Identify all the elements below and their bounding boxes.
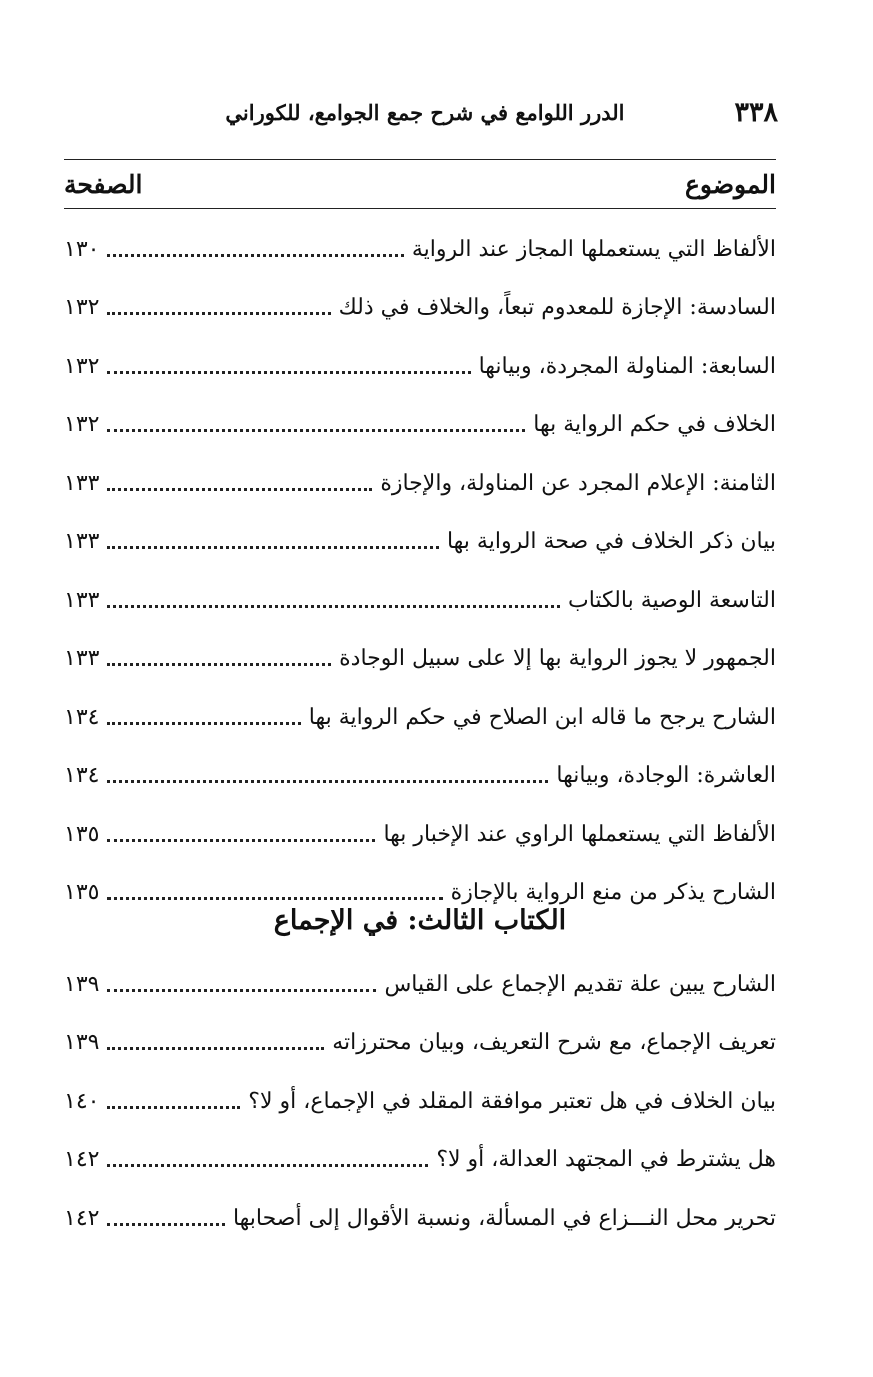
dot-leader — [107, 663, 331, 666]
toc-entry-title: التاسعة الوصية بالكتاب — [567, 587, 776, 613]
toc-entry-title: الجمهور لا يجوز الرواية بها إلا على سبيل الوجادة — [339, 646, 776, 672]
toc-entry-title: تحرير محل النـــزاع في المسألة، ونسبة الأقوال إلى أصحابها — [232, 1205, 776, 1231]
toc-entry-title: العاشرة: الوجادة، وبيانها — [556, 763, 776, 789]
toc-entry-page: ١٤٢ — [64, 1205, 100, 1231]
dot-leader — [107, 605, 560, 608]
toc-entry — [64, 337, 776, 396]
toc-entry — [64, 805, 776, 864]
toc-entry-page: ١٣٥ — [64, 821, 100, 847]
column-header — [64, 162, 776, 206]
toc-entry — [64, 955, 776, 1014]
dot-leader — [107, 429, 525, 432]
toc-entry — [64, 571, 776, 630]
dot-leader — [107, 989, 376, 992]
dot-leader — [107, 546, 439, 549]
toc-entry — [64, 1072, 776, 1131]
dot-leader — [107, 780, 548, 783]
dot-leader — [107, 1047, 324, 1050]
page-number: ٣٣٨ — [734, 96, 778, 128]
toc-entry-page: ١٣٢ — [64, 412, 100, 438]
toc-entry — [64, 454, 776, 513]
dot-leader — [107, 1106, 240, 1109]
dot-leader — [107, 1164, 428, 1167]
toc-entry — [64, 1189, 776, 1248]
toc-entry-title: السابعة: المناولة المجردة، وبيانها — [478, 353, 776, 379]
toc-entry-page: ١٣٣ — [64, 529, 100, 555]
toc-list-after-section — [64, 955, 776, 1248]
header-bottom-rule — [64, 208, 776, 209]
toc-entry-page: ١٣٣ — [64, 646, 100, 672]
toc-entry-title: الألفاظ التي يستعملها المجاز عند الرواية — [411, 236, 776, 262]
toc-entry-title: تعريف الإجماع، مع شرح التعريف، وبيان محترزاته — [332, 1030, 776, 1056]
dot-leader — [107, 839, 375, 842]
dot-leader — [107, 722, 300, 725]
toc-entry-page: ١٣٠ — [64, 236, 100, 262]
toc-entry — [64, 630, 776, 689]
toc-entry — [64, 396, 776, 455]
toc-entry-title: الألفاظ التي يستعملها الراوي عند الإخبار بها — [383, 821, 776, 847]
toc-entry-title: بيان الخلاف في هل تعتبر موافقة المقلد في الإجماع، أو لا؟ — [248, 1088, 776, 1114]
toc-entry-title: الشارح يذكر من منع الرواية بالإجازة — [450, 880, 776, 906]
toc-entry — [64, 1014, 776, 1073]
dot-leader — [107, 371, 470, 374]
toc-entry-page: ١٣٢ — [64, 295, 100, 321]
book-title: الدرر اللوامع في شرح جمع الجوامع، للكوراني — [225, 99, 625, 125]
toc-entry-title: الشارح يبين علة تقديم الإجماع على القياس — [384, 971, 776, 997]
toc-entry — [64, 513, 776, 572]
toc-entry-page: ١٤٠ — [64, 1088, 100, 1114]
toc-entry-page: ١٤٢ — [64, 1147, 100, 1173]
toc-entry — [64, 747, 776, 806]
dot-leader — [107, 312, 330, 315]
dot-leader — [107, 254, 403, 257]
page-column-label: الصفحة — [64, 169, 143, 199]
toc-entry-title: هل يشترط في المجتهد العدالة، أو لا؟ — [436, 1147, 776, 1173]
running-header — [200, 92, 778, 132]
toc-entry-title: الشارح يرجح ما قاله ابن الصلاح في حكم الرواية بها — [308, 704, 776, 730]
toc-entry-title: بيان ذكر الخلاف في صحة الرواية بها — [446, 529, 776, 555]
toc-entry-page: ١٣٤ — [64, 763, 100, 789]
dot-leader — [107, 1223, 224, 1226]
header-top-rule — [64, 159, 776, 160]
toc-list-before-section — [64, 220, 776, 922]
topic-column-label: الموضوع — [685, 169, 776, 199]
toc-entry-page: ١٣٩ — [64, 1030, 100, 1056]
toc-entry-page: ١٣٣ — [64, 470, 100, 496]
toc-entry-page: ١٣٣ — [64, 587, 100, 613]
toc-entry-page: ١٣٥ — [64, 880, 100, 906]
toc-entry-title: الثامنة: الإعلام المجرد عن المناولة، والإجازة — [380, 470, 776, 496]
dot-leader — [107, 488, 372, 491]
toc-entry — [64, 688, 776, 747]
toc-entry-title: الخلاف في حكم الرواية بها — [533, 412, 776, 438]
toc-entry — [64, 220, 776, 279]
toc-entry-page: ١٣٤ — [64, 704, 100, 730]
toc-entry — [64, 1131, 776, 1190]
toc-entry — [64, 279, 776, 338]
toc-entry-title: السادسة: الإجازة للمعدوم تبعاً، والخلاف في ذلك — [338, 295, 776, 321]
section-heading: الكتاب الثالث: في الإجماع — [273, 905, 567, 936]
toc-entry-page: ١٣٩ — [64, 971, 100, 997]
toc-entry-page: ١٣٢ — [64, 353, 100, 379]
